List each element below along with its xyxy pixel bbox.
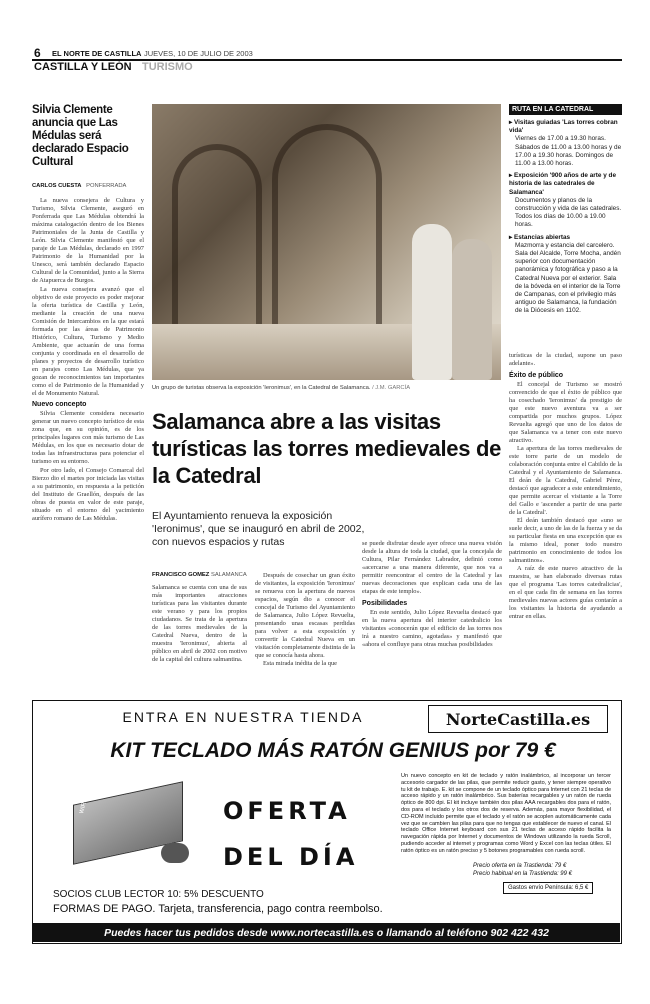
main-author: FRANCISCO GÓMEZ — [152, 572, 210, 578]
brief-place: PONFERRADA — [86, 183, 127, 189]
issue-date: JUEVES, 10 DE JULIO DE 2003 — [144, 49, 253, 58]
main-paragraph: Salamanca se cuenta con una de sus más importantes atracciones turísticas para las visitantes durante este verano y para los propios ciudadanos. Se trata de la apertura de las torres medievales de la Catedral Nueva, dentro de la muestra 'Ieronimus', abierta al público en abril de 2002 con motivo de la capital del cultura salmantina. — [152, 584, 247, 663]
main-paragraph: Esta mirada inédita de la que — [263, 660, 337, 667]
advertisement — [32, 700, 622, 944]
sidebar-item-text: Documentos y planos de la construcción y vida de las catedrales. Todos los días de 10.00 a 19.00 horas. — [515, 196, 622, 229]
sidebar-item — [509, 234, 622, 316]
main-paragraph: A raíz de este nuevo atractivo de la muestra, se han elaborado diversas rutas que el programa 'Las torres catedralicias', en el que cada fin de semana en las torres medievales nuevas actores guías contarán a los visitantes la historia de ayudando a entrar en ellas. — [509, 565, 622, 620]
subsection-title: TURISMO — [142, 61, 193, 73]
sidebar-item-label: ▸ Estancias abiertas — [509, 233, 571, 241]
ad-price: Precio oferta en la Trastienda: 79 € — [473, 863, 567, 869]
ad-description: Un nuevo concepto en kit de teclado y ratón inalámbrico, al incorporar un tercer accesorio cargador de las pilas, que permite reducir gasto, y tener siempre operativo tu kit de trabajo. E. kit se compone de un teclado óptico para Internet con 21 teclas de acceso rápido y un ratón inalámbrico. Sus baterías recargables y un ratón de rueda óptico de 800 dpi. El kit incluye también dos pilas AAA recargables dos para el ratón, dos para el teclado y los otros dos de reserva. Además, para mayor flexibilidad, el CD-ROM incluido permite que el teclado y el ratón se acoplen automáticamente cada vez que se cambien las pilas para que no tengas que establecer de nuevo el canal. El teclado Office Internet keyboard con sus 21 teclas de acceso rápido facilita la navegación rápida por Internet y documentos de Windows utilizando la rueda Scroll, pudiendo acceder al internet y programas como Word y Excel con las teclas útiles. El ratón óptico es un ratón preciso y 5 botones programables con rueda scroll. — [401, 773, 611, 854]
brief-title: Silvia Clemente anuncia que Las Médulas será declarado Espacio Cultural — [32, 104, 129, 168]
main-paragraph: En este sentido, Julio López Revuelta destacó que en la nueva apertura del interior catedralicio los visitantes «conocerán que el edificio de las torres nos irá a nuestro camino, agotadas» y manifestó que «ahora el confluye para otras muchas posibilidades — [362, 609, 502, 648]
product-label: WIRELESS MOUSE — [79, 760, 99, 815]
section-title: CASTILLA Y LEÓN — [34, 61, 132, 73]
brief-byline — [32, 183, 144, 189]
ad-footer — [33, 923, 620, 942]
ad-offer-2: DEL DÍA — [223, 843, 359, 871]
main-col-1 — [152, 572, 247, 687]
caption-text: Un grupo de turistas observa la exposición 'Ieronimus', en la Catedral de Salamanca. — [152, 385, 371, 391]
ad-payment: FORMAS DE PAGO. Tarjeta, transferencia, pago contra reembolso. — [53, 903, 383, 915]
main-byline — [152, 572, 247, 578]
main-subhead: Posibilidades — [362, 600, 408, 607]
ad-shipping: Gastos envío Península: 6,5 € — [503, 882, 593, 894]
sidebar-box — [509, 104, 622, 338]
main-place: SALAMANCA — [210, 572, 247, 578]
main-paragraph: se puede disfrutar desde ayer ofrece una nueva visión desde la altura de toda la ciudad, que la concejala de Cultura, Pilar Fernández Labrador, definió como «acercarse a una manera diferente, que nos va a permitir reencontrar el centro de la Catedral y las nuevas decoraciones que explican cada una de las etapas de este templo». — [362, 540, 502, 595]
sidebar-item-text: Mazmorra y estancia del carcelero. Sala del Alcalde, Torre Mocha, andén superior con documentación panorámica y fotográfica y paso a la Catedral Nueva por el exterior. Sala de la bóveda en el interior de la Torre de Campanas, con el privilegio más antiguo de Salamanca, la fundación de la Diócesis en 1102. — [515, 241, 621, 315]
main-paragraph: El concejal de Turismo se mostró convencido de que el éxito de público que ha cosechado 'Ieronimus' da prestigio de que este nuevo aventura va a ser compartida por muchos grupos. López Revuelta agregó que uno de los datos de que Salamanca va a tener con este nuevo atractivo. — [509, 381, 622, 444]
ad-offer-1: OFERTA — [223, 797, 351, 825]
sidebar-item-label: ▸ Visitas guiadas 'Las torres cobran vida' — [509, 119, 618, 135]
ad-top-banner: ENTRA EN NUESTRA TIENDA — [122, 709, 364, 725]
brief-subhead: Nuevo concepto — [32, 401, 87, 408]
photo-visitor — [412, 224, 452, 380]
sidebar-item-text: Viernes de 17.00 a 19.30 horas. Sábados de 11.00 a 13.00 horas y de 17.00 a 19.30 horas. Domingos de 11.00 a 13.00 horas. — [515, 135, 622, 168]
main-col-3 — [362, 540, 502, 687]
brief-paragraph: Silvia Clemente considera necesario generar un nuevo concepto turístico de esta zona que, en su opinión, es de los principales lugares con más turismo de Las Médulas, en los que es necesario dotar de todas las infraestructuras para potenciar el turismo en su entorno. — [32, 410, 144, 465]
cathedral-photo — [152, 104, 501, 380]
sidebar-item — [509, 172, 622, 229]
page-number: 6 — [34, 46, 41, 60]
product-image — [73, 760, 193, 883]
mouse-shape — [161, 843, 189, 863]
brief-paragraph: La nueva consejera avanzó que el objetivo de este proyecto es poder mejorar la oferta turística de Castilla y León, mediante la creación de una nueva Comisión de Intercambios en la que estará formada por las áreas de Patrimonio Histórico, Cultura, Turismo y Medio Ambiente, que actuarán de una forma conjunta y coordinada en el desarrollo de planes y proyectos de desarrollo turístico en parajes como Las Médulas, que ya gozan de reconocimientos tan importantes como el de Patrimonio de la Humanidad y el de Monumento Natural. — [32, 286, 144, 397]
paper-name: EL NORTE DE CASTILLA — [52, 49, 142, 58]
main-col-4 — [509, 352, 622, 688]
main-subhead: Éxito de público — [509, 372, 564, 379]
caption-credit: / J.M. GARCÍA — [372, 385, 411, 391]
ad-headline: KIT TECLADO MÁS RATÓN GENIUS por 79 € — [110, 739, 556, 762]
main-paragraph: Después de cosechar un gran éxito de visitantes, la exposición 'Ieronimus' se renueva con la apertura de nuevos espacios, según dio a conocer el concejal de Turismo del Ayuntamiento de Salamanca, Julio López Revuelta, presentando unas escasas perdidas para volver a esta exposición y convertir la Catedral Nueva en un visitación completamente distinta de la que se conocía hasta ahora. — [255, 572, 355, 659]
ad-footer-text: Puedes hacer tus pedidos desde www.nortecastilla.es o llamando al teléfono 902 422 432 — [104, 926, 549, 939]
photo-caption — [152, 385, 501, 391]
brief-paragraph: La nueva consejera de Cultura y Turismo, Silvia Clemente, aseguró en Ponferrada que Las Médulas obtendrá la máxima catalogación dentro de los Bienes Patrimoniales de la Junta de Castilla y León. Silvia Clemente manifestó que el paraje de Las Médulas, declarado en 1997 Patrimonio de la Humanidad por la Unesco, será también declarado Espacio Cultural de la Comunidad, junto a la Sierra de Atapuerca de Burgos. — [32, 197, 144, 284]
main-paragraph: turísticas de la ciudad, supone un paso adelante». — [509, 352, 622, 367]
brief-paragraph: Por otro lado, el Consejo Comarcal del Bierzo dio el martes por iniciada las visitas a su patrimonio, en respuesta a la petición del Instituto de Graellón, después de las obras de puesta en valor de este paraje, situado en el entorno del yacimiento aurífero romano de Las Médulas. — [32, 467, 144, 522]
sidebar-item-label: ▸ Exposición '900 años de arte y de historia de las catedrales de Salamanca' — [509, 172, 617, 196]
main-paragraph: La apertura de las torres medievales de este torre parte de un modelo de colaboración conjunta entre el Cabildo de la Catedral y el Ayuntamiento de Salamanca. El deán de la Catedral, Gabriel Pérez, destacó que agradecer a este entendimiento, que permite acercar el visitante a la Torre del Gallo e 'ascender a partir de una parte de la Catedral'. — [509, 445, 622, 516]
main-col-2 — [255, 572, 355, 687]
main-paragraph: El deán también destacó que «uno se suele decir, a uno de las de la fuerza y se da su particular fiesta en una excepción que es la mismo ideal, poner todo nuestro patrimonio en conocimiento de todos los salmantinos». — [509, 517, 622, 564]
ad-logo — [428, 705, 608, 733]
main-headline: Salamanca abre a las visitas turísticas las torres medievales de la Catedral — [152, 409, 502, 488]
ad-socios: SOCIOS CLUB LECTOR 10: 5% DESCUENTO — [53, 889, 264, 900]
sidebar-item — [509, 119, 622, 168]
brief-article — [32, 104, 144, 689]
photo-visitor — [452, 239, 492, 380]
sidebar-title: RUTA EN LA CATEDRAL — [509, 104, 622, 115]
ad-logo-text: NorteCastilla.es — [445, 709, 591, 729]
ad-price-regular: Precio habitual en la Trastienda: 99 € — [473, 871, 572, 877]
main-deck: El Ayuntamiento renueva la exposición 'Ieronimus', que se inauguró en abril de 2002, con nuevos espacios y rutas — [152, 510, 365, 548]
page-header — [32, 44, 622, 74]
brief-author: CARLOS CUESTA — [32, 183, 82, 189]
